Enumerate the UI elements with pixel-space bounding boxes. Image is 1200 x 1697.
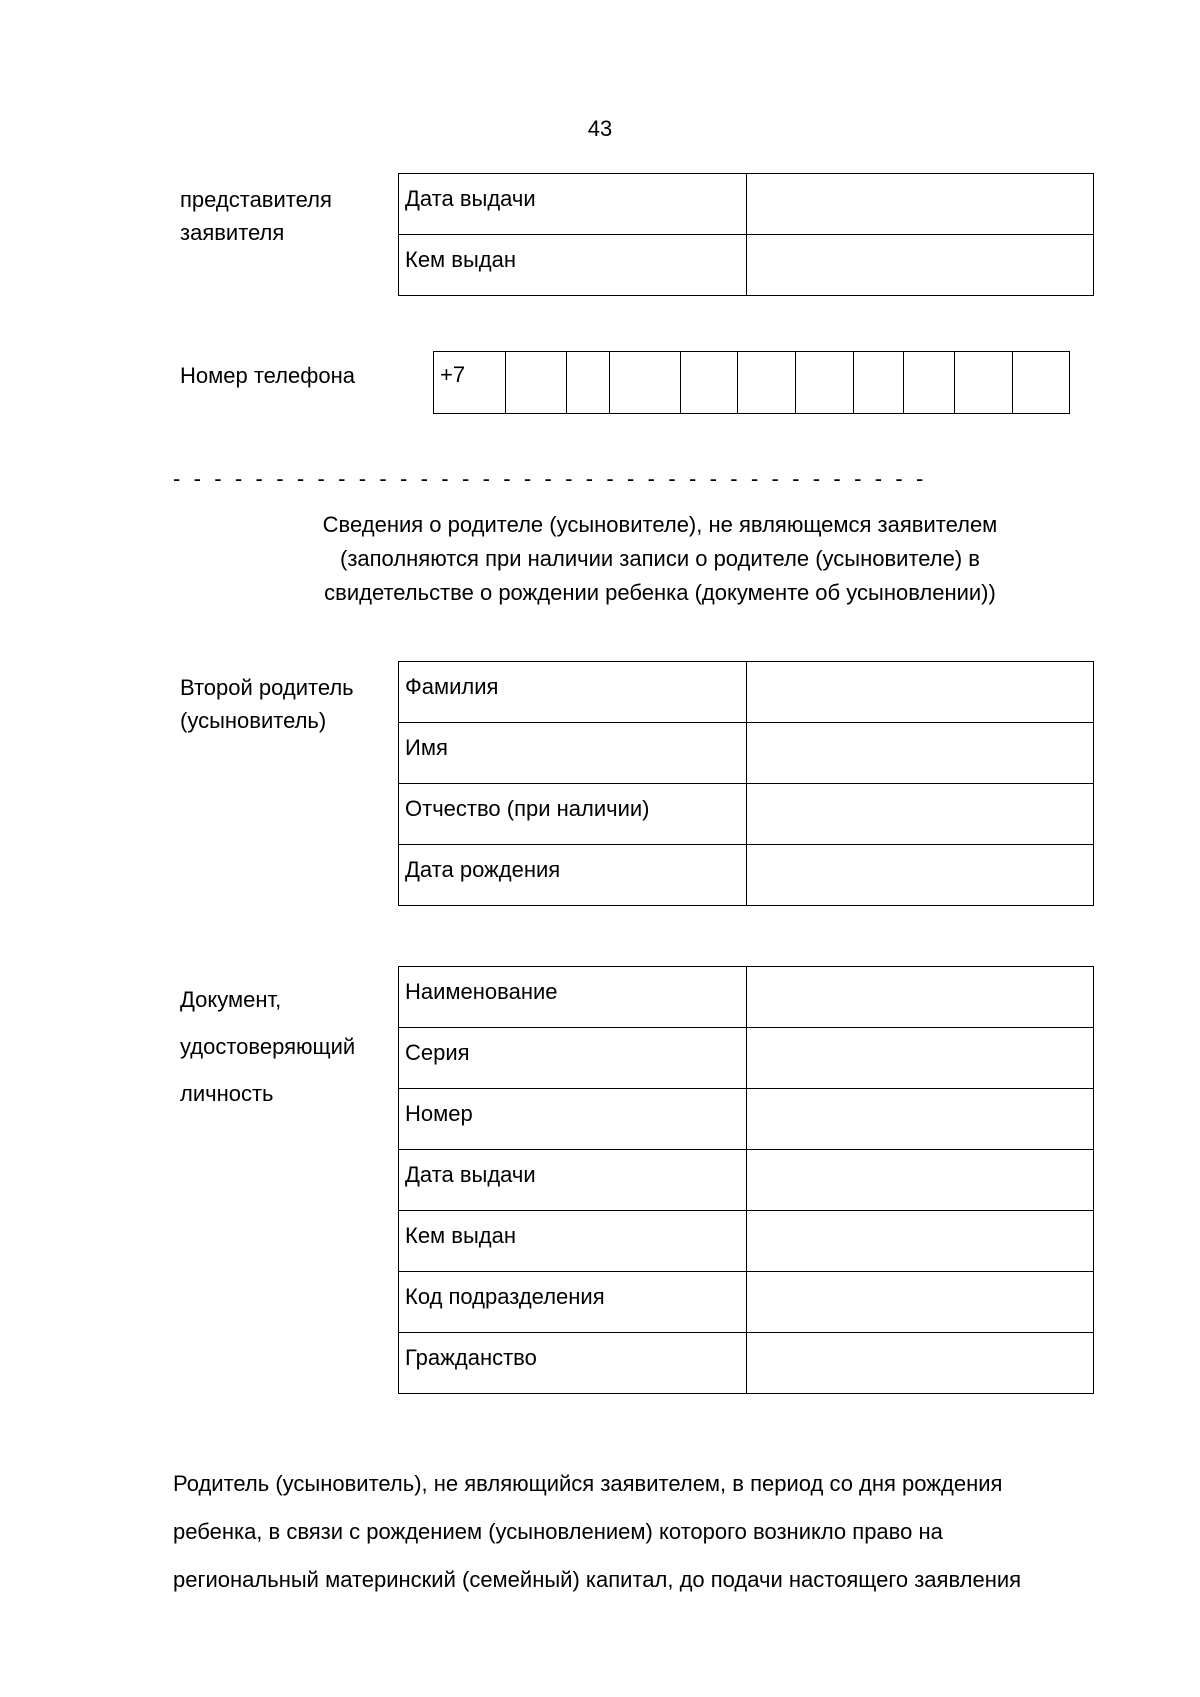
table-row bbox=[399, 1211, 1094, 1272]
side-label-line: представителя bbox=[180, 187, 332, 212]
paragraph-line: ребенка, в связи с рождением (усыновлением) которого возникло право на bbox=[173, 1519, 943, 1544]
field-label: Серия bbox=[399, 1028, 747, 1089]
side-label-line: личность bbox=[180, 1081, 274, 1106]
field-label: Кем выдан bbox=[399, 1211, 747, 1272]
phone-digit-cell[interactable] bbox=[506, 352, 567, 414]
applicant-representative-doc-table bbox=[398, 173, 1094, 296]
issue-date-field[interactable] bbox=[747, 174, 1094, 235]
field-label: Номер bbox=[399, 1089, 747, 1150]
number-field[interactable] bbox=[747, 1089, 1094, 1150]
table-row bbox=[399, 723, 1094, 784]
phone-label: Номер телефона bbox=[180, 363, 355, 388]
table-row bbox=[399, 1272, 1094, 1333]
paragraph-line: региональный материнский (семейный) капитал, до подачи настоящего заявления bbox=[173, 1567, 1022, 1592]
field-label: Отчество (при наличии) bbox=[399, 784, 747, 845]
phone-digit-cell[interactable] bbox=[904, 352, 955, 414]
field-label: Дата выдачи bbox=[399, 174, 747, 235]
field-label: Код подразделения bbox=[399, 1272, 747, 1333]
phone-digit-cell[interactable] bbox=[610, 352, 681, 414]
first-name-field[interactable] bbox=[747, 723, 1094, 784]
phone-digit-cell[interactable] bbox=[796, 352, 854, 414]
table-row bbox=[399, 784, 1094, 845]
heading-line: свидетельстве о рождении ребенка (документе об усыновлении)) bbox=[324, 580, 996, 605]
table-row bbox=[399, 845, 1094, 906]
table-row bbox=[399, 1150, 1094, 1211]
phone-digit-cell[interactable] bbox=[681, 352, 738, 414]
heading-line: (заполняются при наличии записи о родителе (усыновителе) в bbox=[340, 546, 980, 571]
table-row bbox=[399, 174, 1094, 235]
field-label: Гражданство bbox=[399, 1333, 747, 1394]
table-row bbox=[399, 235, 1094, 296]
table-row bbox=[434, 352, 1070, 414]
side-label-line: удостоверяющий bbox=[180, 1034, 356, 1059]
phone-prefix: +7 bbox=[434, 352, 506, 414]
field-label: Дата рождения bbox=[399, 845, 747, 906]
issue-date-field[interactable] bbox=[747, 1150, 1094, 1211]
identity-document-label bbox=[180, 976, 355, 1117]
division-code-field[interactable] bbox=[747, 1272, 1094, 1333]
field-label: Наименование bbox=[399, 967, 747, 1028]
field-label: Имя bbox=[399, 723, 747, 784]
section-heading bbox=[200, 508, 1120, 610]
field-label: Кем выдан bbox=[399, 235, 747, 296]
issued-by-field[interactable] bbox=[747, 1211, 1094, 1272]
birth-date-field[interactable] bbox=[747, 845, 1094, 906]
page-number: 43 bbox=[587, 116, 613, 141]
phone-digit-cell[interactable] bbox=[955, 352, 1013, 414]
identity-document-table bbox=[398, 966, 1094, 1394]
heading-line: Сведения о родителе (усыновителе), не являющемся заявителем bbox=[322, 512, 998, 537]
closing-paragraph bbox=[173, 1460, 1113, 1604]
table-row bbox=[399, 1028, 1094, 1089]
phone-digit-cell[interactable] bbox=[1013, 352, 1070, 414]
second-parent-table bbox=[398, 661, 1094, 906]
series-field[interactable] bbox=[747, 1028, 1094, 1089]
table-row bbox=[399, 1333, 1094, 1394]
issued-by-field[interactable] bbox=[747, 235, 1094, 296]
document-name-field[interactable] bbox=[747, 967, 1094, 1028]
table-row bbox=[399, 967, 1094, 1028]
phone-input-grid bbox=[433, 351, 1070, 414]
side-label-line: Второй родитель bbox=[180, 675, 354, 700]
field-label: Фамилия bbox=[399, 662, 747, 723]
table-row bbox=[399, 1089, 1094, 1150]
table-row bbox=[399, 662, 1094, 723]
side-label-line: заявителя bbox=[180, 220, 285, 245]
citizenship-field[interactable] bbox=[747, 1333, 1094, 1394]
dashed-separator: - - - - - - - - - - - - - - - - - - - - - - - - - - - - - - - - - - - - - bbox=[173, 466, 927, 491]
phone-digit-cell[interactable] bbox=[738, 352, 796, 414]
second-parent-label bbox=[180, 671, 354, 737]
field-label: Дата выдачи bbox=[399, 1150, 747, 1211]
phone-digit-cell[interactable] bbox=[854, 352, 904, 414]
side-label-line: Документ, bbox=[180, 987, 282, 1012]
applicant-representative-label bbox=[180, 183, 332, 249]
paragraph-line: Родитель (усыновитель), не являющийся заявителем, в период со дня рождения bbox=[173, 1471, 1003, 1496]
surname-field[interactable] bbox=[747, 662, 1094, 723]
side-label-line: (усыновитель) bbox=[180, 708, 327, 733]
patronymic-field[interactable] bbox=[747, 784, 1094, 845]
phone-digit-cell[interactable] bbox=[567, 352, 610, 414]
